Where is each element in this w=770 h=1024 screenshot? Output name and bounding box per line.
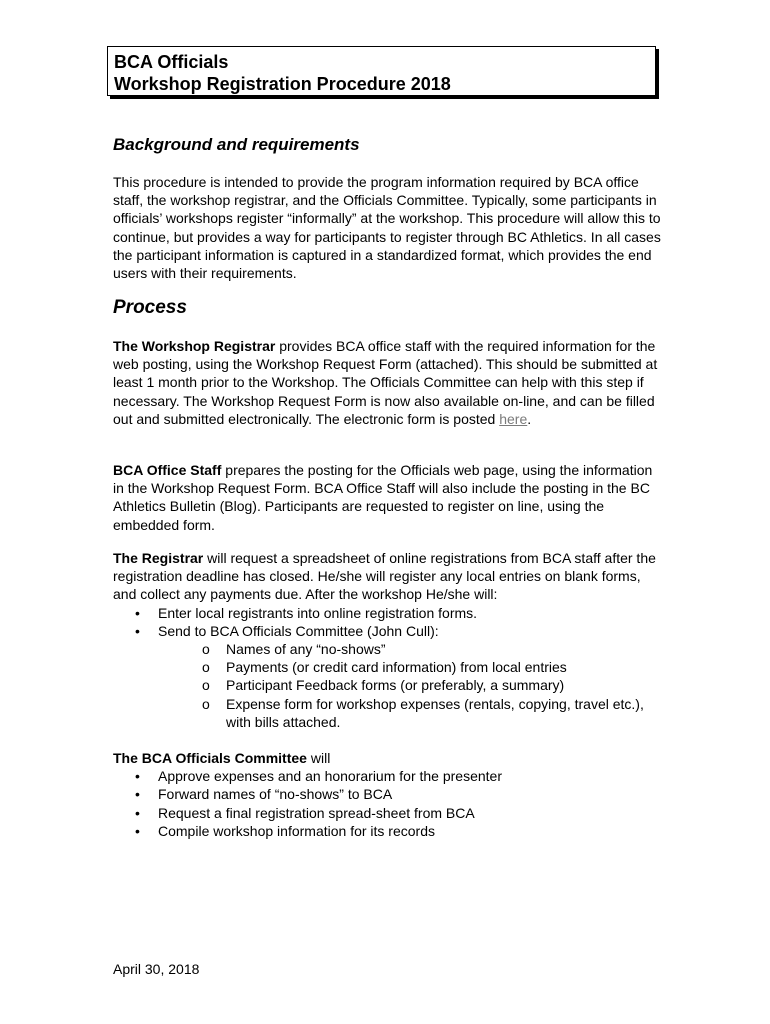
office-staff-text: prepares the posting for the Officials web page, using the information in the Workshop Request Form. BCA Office Staff will also include the posting in the BC Athletics Bulletin (Blog). Participants are requested to register on line, using the embedded form.: [113, 462, 653, 533]
registrar-bullet-list: [113, 604, 661, 640]
workshop-registrar-label: The Workshop Registrar: [113, 338, 276, 354]
registrar-label: The Registrar: [113, 550, 204, 566]
list-item: [113, 767, 661, 785]
circle-bullet-icon: o: [202, 641, 210, 658]
process-heading: Process: [113, 297, 187, 318]
workshop-registrar-text: provides BCA office staff with the required information for the web posting, using the Workshop Request Form (attached). This should be submitted at least 1 month prior to the Workshop. The Officials Committee can help with this step if necessary. The Workshop Request Form is now also available on-line, and can be filled out and submitted electronically. The electronic form is posted: [113, 338, 658, 427]
background-heading: Background and requirements: [113, 135, 360, 154]
sub-list-item: [113, 676, 661, 694]
committee-text: will: [306, 750, 331, 766]
office-staff-label: BCA Office Staff: [113, 462, 222, 478]
workshop-registrar-paragraph: [113, 337, 661, 428]
circle-bullet-icon: o: [202, 677, 210, 694]
sub-list-item: [113, 640, 661, 658]
sub-list-item-text: Expense form for workshop expenses (rentals, copying, travel etc.), with bills attached.: [226, 695, 644, 730]
bullet-icon: •: [135, 622, 140, 639]
office-staff-paragraph: [113, 461, 661, 534]
workshop-registrar-end: .: [527, 410, 532, 427]
list-item: [113, 622, 661, 640]
registrar-section: [113, 549, 661, 731]
here-link[interactable]: here: [499, 410, 528, 427]
title-box: [107, 46, 656, 96]
list-item: [113, 604, 661, 622]
sub-list-item-text: Payments (or credit card information) from local entries: [226, 659, 567, 676]
footer-date: April 30, 2018: [113, 961, 200, 977]
list-item-text: Send to BCA Officials Committee (John Cull):: [158, 622, 439, 639]
committee-label: The BCA Officials Committee: [113, 750, 307, 766]
bullet-icon: •: [135, 604, 140, 621]
committee-section: [113, 749, 661, 840]
list-item-text: Forward names of “no-shows” to BCA: [158, 786, 393, 803]
background-paragraph: This procedure is intended to provide the program information required by BCA office staff, the workshop registrar, and the Officials Committee. Typically, some participants in officials’ workshops register “informally” at the workshop. This procedure will allow this to continue, but provides a way for participants to register through BC Athletics. In all cases the participant information is captured in a standardized format, which provides the end users with their requirements.: [113, 174, 661, 282]
bullet-icon: •: [135, 786, 140, 803]
list-item-text: Request a final registration spread-sheet from BCA: [158, 804, 475, 821]
list-item-text: Enter local registrants into online registration forms.: [158, 604, 478, 621]
circle-bullet-icon: o: [202, 695, 210, 712]
bullet-icon: •: [135, 822, 140, 839]
committee-bullet-list: [113, 767, 661, 840]
bullet-icon: •: [135, 804, 140, 821]
list-item: [113, 785, 661, 803]
sub-list-item: [113, 658, 661, 676]
registrar-paragraph: [113, 549, 661, 604]
sub-list-item-text: Participant Feedback forms (or preferably, a summary): [226, 677, 565, 694]
registrar-sub-list: [113, 640, 661, 731]
list-item-text: Compile workshop information for its records: [158, 822, 435, 839]
sub-list-item: [113, 695, 661, 731]
registrar-text: will request a spreadsheet of online registrations from BCA staff after the registration deadline has closed. He/she will register any local entries on blank forms, and collect any payments due. After the workshop He/she will:: [113, 550, 656, 603]
bullet-icon: •: [135, 768, 140, 785]
sub-list-item-text: Names of any “no-shows”: [226, 641, 386, 658]
list-item-text: Approve expenses and an honorarium for the presenter: [158, 768, 502, 785]
title-line-2: Workshop Registration Procedure 2018: [114, 74, 451, 94]
committee-paragraph: [113, 749, 661, 767]
circle-bullet-icon: o: [202, 659, 210, 676]
list-item: [113, 822, 661, 840]
list-item: [113, 804, 661, 822]
title-line-1: BCA Officials: [114, 52, 229, 72]
